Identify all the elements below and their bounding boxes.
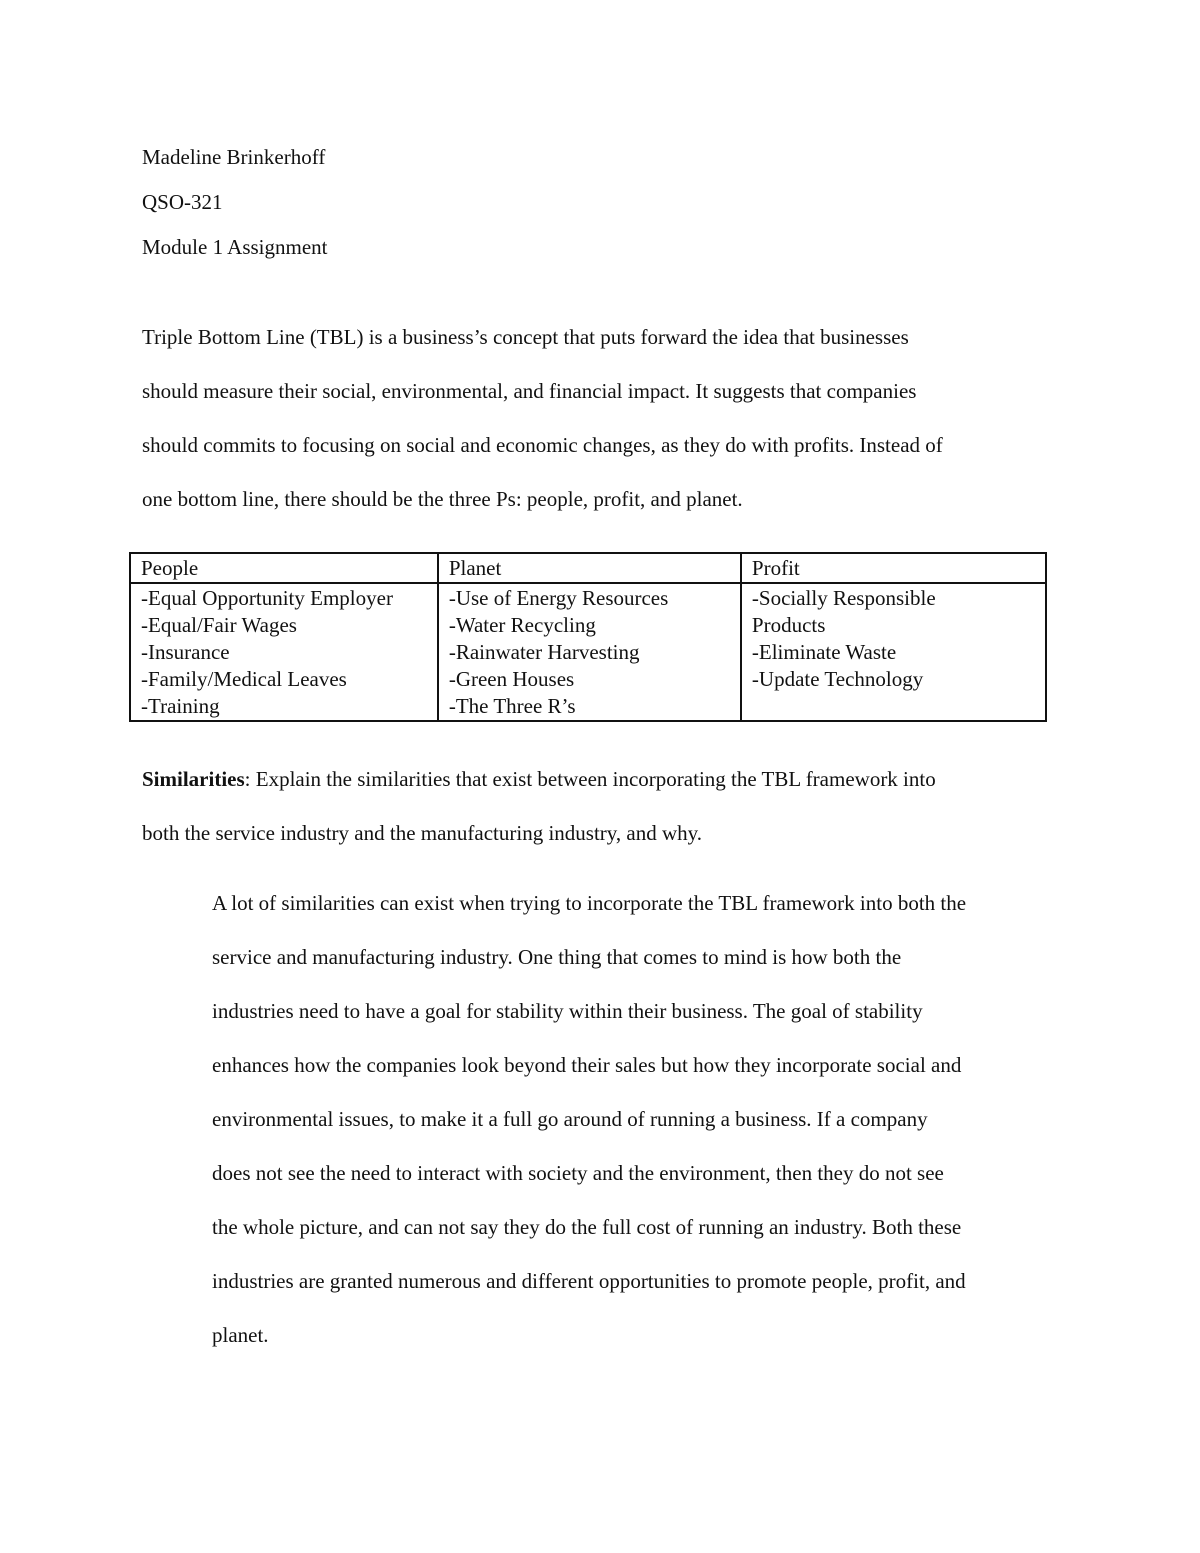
similarities-prompt-text: : Explain the similarities that exist between incorporating the TBL framework into [244,767,936,791]
answer-line: planet. [212,1323,269,1347]
intro-line: Triple Bottom Line (TBL) is a business’s concept that puts forward the idea that businesses [142,325,909,349]
answer-line: industries need to have a goal for stability within their business. The goal of stability [212,999,923,1023]
answer-line: A lot of similarities can exist when trying to incorporate the TBL framework into both the [212,891,967,915]
author-name: Madeline Brinkerhoff [142,145,326,169]
tbl-table [129,552,1047,722]
profit-item: -Eliminate Waste [751,640,897,664]
profit-cell [741,583,1046,721]
header-people: People [130,553,438,583]
intro-line: one bottom line, there should be the three Ps: people, profit, and planet. [142,487,743,511]
planet-item: -Rainwater Harvesting [448,640,640,664]
header-planet: Planet [438,553,741,583]
table-row [130,583,1046,721]
people-item: -Training [141,694,220,718]
course-code: QSO-321 [142,190,223,214]
similarities-prompt-line: both the service industry and the manufacturing industry, and why. [142,821,703,845]
people-item: -Equal Opportunity Employer [141,586,393,610]
similarities-heading: Similarities [142,767,245,791]
table-header-row [130,553,1046,583]
answer-line: does not see the need to interact with society and the environment, then they do not see [212,1161,944,1185]
header-profit: Profit [741,553,1046,583]
intro-line: should measure their social, environmental, and financial impact. It suggests that companies [142,379,917,403]
people-item: -Equal/Fair Wages [141,613,297,637]
profit-item: Products [751,613,826,637]
answer-line: the whole picture, and can not say they do the full cost of running an industry. Both these [212,1215,962,1239]
answer-line: service and manufacturing industry. One thing that comes to mind is how both the [212,945,902,969]
intro-line: should commits to focusing on social and economic changes, as they do with profits. Instead of [142,433,943,457]
planet-cell [438,583,741,721]
planet-item: -Water Recycling [448,613,596,637]
planet-item: -The Three R’s [448,694,576,718]
planet-item: -Use of Energy Resources [448,586,669,610]
planet-item: -Green Houses [448,667,575,691]
profit-item: -Socially Responsible [751,586,936,610]
assignment-title: Module 1 Assignment [142,235,328,259]
answer-line: environmental issues, to make it a full go around of running a business. If a company [212,1107,928,1131]
people-cell [130,583,438,721]
answer-line: industries are granted numerous and different opportunities to promote people, profit, and [212,1269,966,1293]
answer-line: enhances how the companies look beyond their sales but how they incorporate social and [212,1053,962,1077]
people-item: -Family/Medical Leaves [141,667,347,691]
people-item: -Insurance [141,640,230,664]
similarities-prompt [142,766,936,792]
profit-item: -Update Technology [751,667,924,691]
